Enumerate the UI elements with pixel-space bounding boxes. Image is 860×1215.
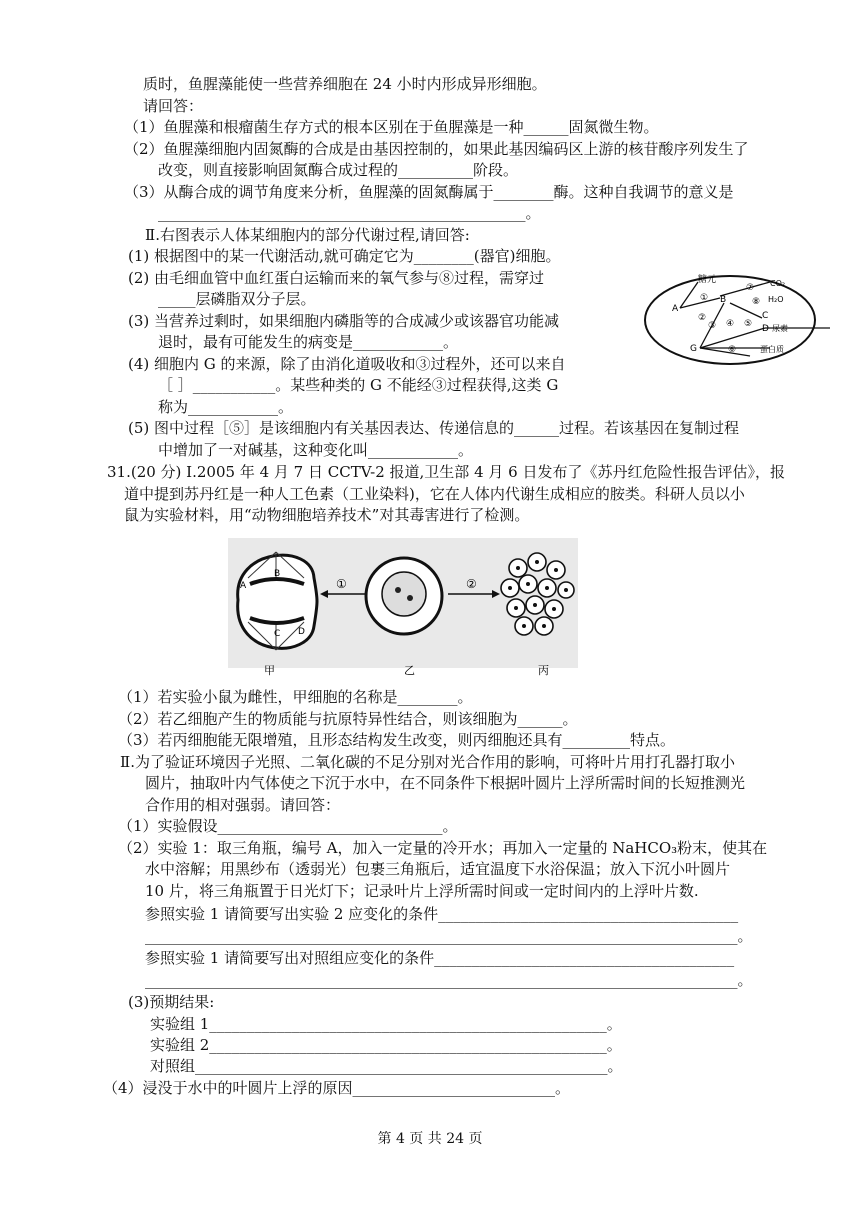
label-b: B bbox=[274, 569, 281, 579]
label-h2o: H₂O bbox=[768, 295, 784, 304]
label-urea: 尿素 bbox=[772, 324, 788, 333]
text-line: 对照组_______________________________________________________。 bbox=[150, 1057, 623, 1075]
label-B: B bbox=[720, 295, 727, 305]
text-line: (1) 根据图中的某一代谢活动,就可确定它为________(器官)细胞。 bbox=[128, 247, 561, 265]
text-line: 实验组 1_____________________________________________________。 bbox=[150, 1015, 622, 1033]
label-G: G bbox=[690, 344, 697, 354]
text-line: _______________________________________________________________________________。 bbox=[145, 971, 753, 989]
text-line: 参照实验 1 请简要写出对照组应变化的条件________________________________________ bbox=[145, 949, 735, 967]
label-n6: ⑥ bbox=[728, 345, 737, 355]
cell-label-yi: 乙 bbox=[404, 664, 415, 677]
label-C: C bbox=[762, 311, 769, 321]
text-line: 水中溶解；用黑纱布（透弱光）包裹三角瓶后，适宜温度下水浴保温；放入下沉小叶圆片 bbox=[145, 860, 731, 878]
text-line: (5) 图中过程［⑤］是该细胞内有关基因表达、传递信息的______过程。若该基因在复制过程 bbox=[128, 419, 740, 437]
text-line: _______________________________________________________________________________。 bbox=[145, 927, 753, 945]
section-heading: Ⅱ.右图表示人体某细胞内的部分代谢过程,请回答: bbox=[145, 226, 470, 244]
arrow-label-2: ② bbox=[466, 577, 477, 591]
text-line: （1）鱼腥藻和根瘤菌生存方式的根本区别在于鱼腥藻是一种______固氮微生物。 bbox=[124, 118, 659, 136]
label-co2: CO₂ bbox=[770, 279, 786, 288]
metabolism-diagram bbox=[640, 268, 835, 368]
text-line: （2）鱼腥藻细胞内固氮酶的合成是由基因控制的，如果此基因编码区上游的核苷酸序列发生了 bbox=[124, 140, 749, 158]
text-line: 请回答： bbox=[143, 97, 204, 115]
label-glycogen: 糖元 bbox=[698, 275, 717, 285]
label-n5: ⑤ bbox=[744, 319, 753, 329]
text-line: 圆片，抽取叶内气体使之下沉于水中，在不同条件下根据叶圆片上浮所需时间的长短推测光 bbox=[145, 774, 746, 792]
text-line: _________________________________________________。 bbox=[158, 204, 541, 222]
cell-label-bing: 丙 bbox=[538, 664, 549, 677]
text-line: 称为____________。 bbox=[158, 398, 294, 416]
text-line: （3）若丙细胞能无限增殖，且形态结构发生改变，则丙细胞还具有_________特点。 bbox=[118, 731, 676, 749]
section-heading: Ⅱ.为了验证环境因子光照、二氧化碳的不足分别对光合作用的影响，可将叶片用打孔器打取小 bbox=[120, 753, 735, 771]
label-a: A bbox=[240, 581, 247, 591]
text-line: 鼠为实验材料，用“动物细胞培养技术”对其毒害进行了检测。 bbox=[124, 506, 530, 524]
label-n1: ① bbox=[700, 293, 709, 303]
cell-label-jia: 甲 bbox=[264, 664, 275, 677]
arrow-label-1: ① bbox=[336, 577, 347, 591]
label-n8: ⑧ bbox=[752, 297, 761, 307]
text-line: （1）实验假设______________________________。 bbox=[118, 817, 458, 835]
label-n7: ⑦ bbox=[746, 283, 755, 293]
text-line: 10 片，将三角瓶置于日光灯下；记录叶片上浮所需时间或一定时间内的上浮叶片数. bbox=[145, 882, 699, 900]
text-line: ［ ］___________。某些种类的 G 不能经③过程获得,这类 G bbox=[158, 376, 559, 394]
text-line: 参照实验 1 请简要写出实验 2 应变化的条件________________________________________ bbox=[145, 905, 739, 923]
label-protein: 蛋白质 bbox=[760, 345, 784, 354]
text-line: 合作用的相对强弱。请回答： bbox=[145, 796, 341, 814]
text-line: 退时，最有可能发生的病变是____________。 bbox=[158, 333, 459, 351]
text-line: （1）若实验小鼠为雌性，甲细胞的名称是________。 bbox=[118, 688, 473, 706]
page-footer: 第 4 页 共 24 页 bbox=[377, 1131, 483, 1147]
text-line: （3）从酶合成的调节角度来分析，鱼腥藻的固氮酶属于________酶。这种自我调节的意义是 bbox=[124, 183, 734, 201]
text-line: 质时，鱼腥藻能使一些营养细胞在 24 小时内形成异形细胞。 bbox=[143, 75, 547, 93]
text-line: 道中提到苏丹红是一种人工色素（工业染料)，它在人体内代谢生成相应的胺类。科研人员以小 bbox=[124, 485, 745, 503]
label-n3: ③ bbox=[708, 321, 717, 331]
label-A: A bbox=[672, 304, 679, 314]
cell-diagram bbox=[228, 538, 578, 678]
label-D: D bbox=[762, 324, 769, 334]
text-line: （2）实验 1：取三角瓶，编号 A，加入一定量的冷开水；再加入一定量的 NaHCO₃粉末，使其在 bbox=[118, 839, 768, 857]
label-n4: ④ bbox=[726, 319, 735, 329]
text-line: （4）浸没于水中的叶圆片上浮的原因___________________________。 bbox=[103, 1079, 571, 1097]
text-line: （2）若乙细胞产生的物质能与抗原特异性结合，则该细胞为______。 bbox=[118, 710, 578, 728]
text-line: (4) 细胞内 G 的来源，除了由消化道吸收和③过程外，还可以来自 bbox=[128, 355, 566, 373]
text-line: (3) 当营养过剩时，如果细胞内磷脂等的合成减少或该器官功能减 bbox=[128, 312, 560, 330]
label-n2: ② bbox=[698, 313, 707, 323]
text-line: 实验组 2_____________________________________________________。 bbox=[150, 1036, 622, 1054]
text-line: 中增加了一对碱基，这种变化叫____________。 bbox=[158, 441, 474, 459]
text-line: (2) 由毛细血管中血红蛋白运输而来的氧气参与⑧过程，需穿过 bbox=[128, 269, 545, 287]
label-c: C bbox=[274, 629, 281, 639]
label-d: D bbox=[298, 627, 305, 637]
question-31: 31.(20 分) Ⅰ.2005 年 4 月 7 日 CCTV-2 报道,卫生部 4 月 6 日发布了《苏丹红危险性报告评估》，报 bbox=[107, 463, 785, 481]
text-line: 改变，则直接影响固氮酶合成过程的__________阶段。 bbox=[158, 161, 519, 179]
text-line: _____层磷脂双分子层。 bbox=[158, 290, 316, 308]
text-line: (3)预期结果: bbox=[128, 993, 215, 1011]
